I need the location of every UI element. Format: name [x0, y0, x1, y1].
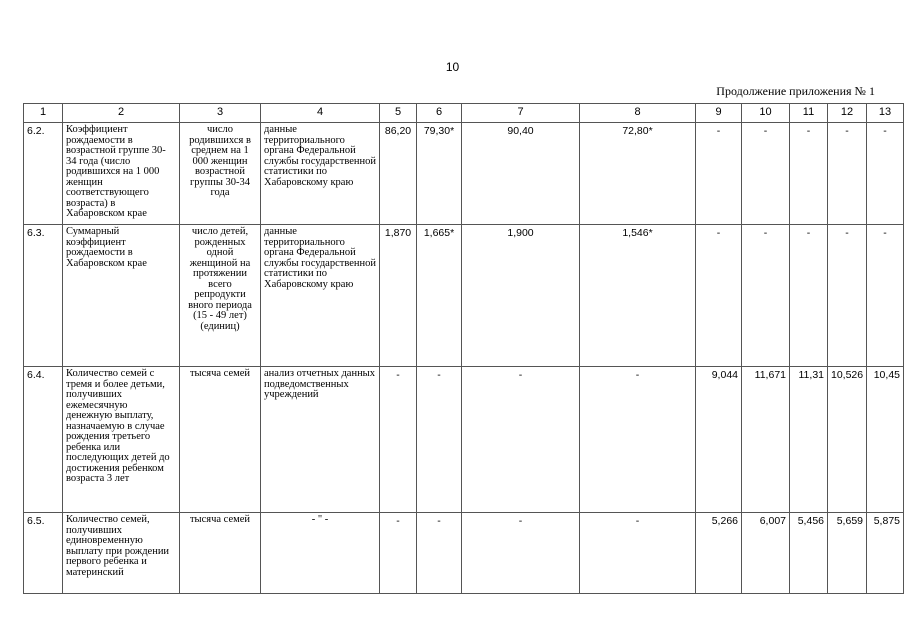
column-number-row — [24, 104, 904, 123]
value-cell: 1,900 — [462, 225, 580, 367]
value-cell: 6,007 — [742, 513, 790, 594]
value-cell: 11,31 — [790, 367, 828, 513]
value-cell: 1,665* — [417, 225, 462, 367]
column-number: 2 — [63, 104, 180, 123]
value-cell: 90,40 — [462, 123, 580, 225]
value-cell: 9,044 — [696, 367, 742, 513]
value-cell: - — [828, 225, 867, 367]
value-cell: - — [790, 225, 828, 367]
value-cell: 5,456 — [790, 513, 828, 594]
data-source: данные территориального органа Федеральной службы государственной статистики по Хабаровскому краю — [261, 123, 380, 225]
value-cell: - — [867, 123, 904, 225]
column-number: 3 — [180, 104, 261, 123]
value-cell: - — [742, 225, 790, 367]
data-source: данные территориального органа Федеральной службы государственной статистики по Хабаровскому краю — [261, 225, 380, 367]
row-number: 6.2. — [24, 123, 63, 225]
appendix-continuation-label: Продолжение приложения № 1 — [716, 84, 875, 98]
table-row — [24, 513, 904, 594]
value-cell: - — [742, 123, 790, 225]
row-number: 6.3. — [24, 225, 63, 367]
column-number: 1 — [24, 104, 63, 123]
value-cell: - — [828, 123, 867, 225]
value-cell: 86,20 — [380, 123, 417, 225]
column-number: 4 — [261, 104, 380, 123]
column-number: 10 — [742, 104, 790, 123]
value-cell: 1,870 — [380, 225, 417, 367]
value-cell: 5,266 — [696, 513, 742, 594]
value-cell: 1,546* — [580, 225, 696, 367]
indicator-name: Количество семей, получивших единовременную выплату при рождении первого ребенка и материнский — [63, 513, 180, 594]
unit-of-measure: тысяча семей — [180, 367, 261, 513]
value-cell: - — [380, 367, 417, 513]
column-number: 8 — [580, 104, 696, 123]
value-cell: - — [380, 513, 417, 594]
table-row — [24, 123, 904, 225]
column-number: 11 — [790, 104, 828, 123]
value-cell: - — [580, 367, 696, 513]
value-cell: 72,80* — [580, 123, 696, 225]
table-row — [24, 225, 904, 367]
value-cell: 5,659 — [828, 513, 867, 594]
indicator-name: Количество семей с тремя и более детьми, получивших ежемесячную денежную выплату, назначаемую в случае рождения третьего ребенка или последующих детей до достижения ребенком возраста 3 лет — [63, 367, 180, 513]
data-source: - " - — [261, 513, 380, 594]
indicator-name: Суммарный коэффициент рождаемости в Хабаровском крае — [63, 225, 180, 367]
table-row — [24, 367, 904, 513]
column-number: 12 — [828, 104, 867, 123]
value-cell: 79,30* — [417, 123, 462, 225]
data-source: анализ отчетных данных подведомственных учреждений — [261, 367, 380, 513]
value-cell: - — [462, 367, 580, 513]
value-cell: - — [696, 123, 742, 225]
page-number: 10 — [445, 60, 460, 74]
value-cell: - — [417, 367, 462, 513]
value-cell: - — [696, 225, 742, 367]
column-number: 9 — [696, 104, 742, 123]
row-number: 6.5. — [24, 513, 63, 594]
value-cell: - — [417, 513, 462, 594]
value-cell: - — [580, 513, 696, 594]
value-cell: 10,45 — [867, 367, 904, 513]
value-cell: 11,671 — [742, 367, 790, 513]
column-number: 6 — [417, 104, 462, 123]
value-cell: - — [867, 225, 904, 367]
value-cell: 10,526 — [828, 367, 867, 513]
indicator-name: Коэффициент рождаемости в возрастной группе 30-34 года (число родившихся на 1 000 женщин соответствующего возраста) в Хабаровском крае — [63, 123, 180, 225]
unit-of-measure: число детей, рожденных одной женщиной на протяжении всего репродукти вного периода (15 - 49 лет) (единиц) — [180, 225, 261, 367]
row-number: 6.4. — [24, 367, 63, 513]
unit-of-measure: тысяча семей — [180, 513, 261, 594]
column-number: 5 — [380, 104, 417, 123]
value-cell: - — [790, 123, 828, 225]
value-cell: - — [462, 513, 580, 594]
column-number: 7 — [462, 104, 580, 123]
unit-of-measure: число родившихся в среднем на 1 000 женщин возрастной группы 30-34 года — [180, 123, 261, 225]
value-cell: 5,875 — [867, 513, 904, 594]
column-number: 13 — [867, 104, 904, 123]
indicators-table — [23, 103, 904, 594]
